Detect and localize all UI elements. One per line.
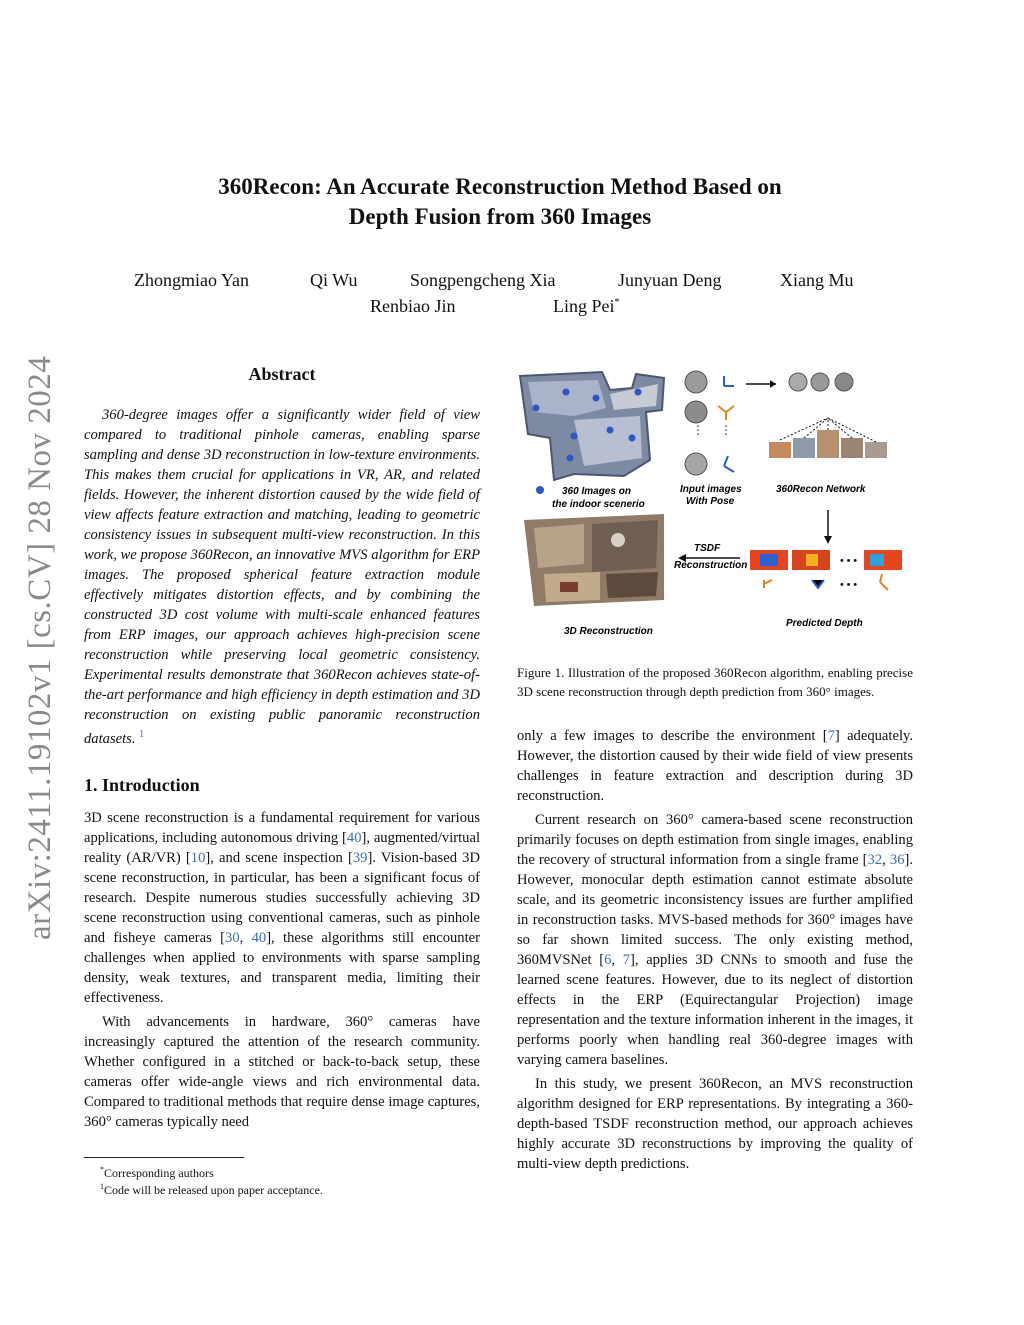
- author-name: Xiang Mu: [780, 270, 854, 290]
- label-network: 360Recon Network: [776, 484, 866, 495]
- footnote-corresponding: *Corresponding authors: [100, 1165, 214, 1180]
- citation-link[interactable]: 7: [622, 952, 631, 968]
- citation-link[interactable]: 6: [604, 952, 612, 968]
- title-line-1: 360Recon: An Accurate Reconstruction Method Based on: [218, 174, 782, 199]
- svg-text:⋮: ⋮: [692, 423, 704, 437]
- label-with-pose: With Pose: [686, 496, 735, 507]
- abstract-heading: Abstract: [248, 364, 316, 384]
- author-name: Ling Pei*: [553, 296, 620, 316]
- svg-text:⋮: ⋮: [720, 423, 732, 437]
- label-input-images: Input images: [680, 484, 742, 495]
- introduction-text: [84, 808, 480, 1132]
- author-name: Songpengcheng Xia: [410, 270, 556, 290]
- figure-illustration: [514, 368, 916, 648]
- depth-maps: [750, 550, 902, 590]
- label-3d-reconstruction: 3D Reconstruction: [564, 626, 653, 637]
- citation-link[interactable]: 10: [190, 850, 206, 866]
- ellipsis-icon: • • •: [840, 555, 858, 567]
- input-spheres: [685, 371, 734, 475]
- author-name: Junyuan Deng: [618, 270, 722, 290]
- body-paragraph: only a few images to describe the environment [7] adequately. However, the distortion caused by their wide field of view presents challenges in feature extraction and description during 3D reconstruction.: [517, 728, 913, 804]
- label-360-images: 360 Images on: [562, 486, 631, 497]
- citation-link[interactable]: 32: [867, 852, 883, 868]
- label-tsdf: TSDF: [694, 543, 721, 554]
- label-reconstruction: Reconstruction: [674, 560, 748, 571]
- citation-link[interactable]: 40: [251, 930, 267, 946]
- citation-link[interactable]: 40: [346, 830, 362, 846]
- figure-1: [514, 368, 916, 648]
- corresponding-mark: *: [614, 297, 620, 308]
- citation-link[interactable]: 36: [889, 852, 905, 868]
- floor-plan-image: [520, 372, 664, 494]
- footnote-link[interactable]: 1: [139, 729, 145, 740]
- paper-title: [120, 172, 880, 232]
- figure-caption: Figure 1. Illustration of the proposed 360Recon algorithm, enabling precise 3D scene reconstruction through depth prediction from 360° images.: [517, 665, 913, 699]
- title-line-2: Depth Fusion from 360 Images: [348, 204, 652, 229]
- reconstruction-render: [524, 514, 664, 606]
- arxiv-identifier: arXiv:2411.19102v1 [cs.CV] 28 Nov 2024: [22, 355, 58, 940]
- citation-link[interactable]: 30: [224, 930, 240, 946]
- author-name: Renbiao Jin: [370, 296, 456, 316]
- abstract-text: 360-degree images offer a significantly wider field of view compared to traditional pinhole cameras, enabling sparse sampling and dense 3D reconstruction in low-texture environments. This makes them crucial for applications in VR, AR, and related fields. However, the inherent distortion caused by the wide field of view affects feature extraction and matching, leading to geometric consistency issues in subsequent multi-view reconstruction. In this work, we propose 360Recon, an innovative MVS algorithm for ERP images. The proposed spherical feature extraction module effectively mitigates distortion effects, and by combining the constructed 3D cost volume with multi-scale enhanced features from ERP images, our approach achieves high-precision scene reconstruction while preserving local geometric consistency. Experimental results demonstrate that 360Recon achieves state-of-the-art performance and high efficiency in depth estimation and 3D reconstruction on existing public panoramic reconstruction datasets. $^1$: [84, 407, 480, 747]
- network-diagram: [746, 373, 887, 458]
- citation-link[interactable]: 39: [352, 850, 368, 866]
- right-column-text: [517, 726, 913, 1174]
- citation-link[interactable]: 7: [827, 728, 835, 744]
- body-paragraph: In this study, we present 360Recon, an MVS reconstruction algorithm designed for ERP representations. By integrating a 360-depth-based TSDF reconstruction method, our approach achieves highly accurate 3D reconstructions by improving the quality of multi-view depth predictions.: [517, 1076, 913, 1172]
- author-name: Qi Wu: [310, 270, 358, 290]
- footnote-divider: [84, 1157, 244, 1158]
- label-indoor-scenario: the indoor scenerio: [552, 499, 645, 510]
- footnote-code: $^1$Code will be released upon paper acceptance.: [100, 1182, 323, 1197]
- intro-paragraph: With advancements in hardware, 360° cameras have increasingly captured the attention of the research community. Whether configured in a stitched or back-to-back setup, these cameras offer wide-angle views and rich environmental data. Compared to traditional methods that require dense image captures, 360° cameras typically need: [84, 1014, 480, 1130]
- body-paragraph: Current research on 360° camera-based scene reconstruction primarily focuses on depth estimation from single images, enabling the recovery of structural information from a single frame [32, 36]. However, monocular depth estimation cannot estimate absolute scale, and its geometric inconsistency issues are further amplified in reconstruction tasks. MVS-based methods for 360° images have so far shown limited success. The only existing method, 360MVSNet [6, 7], applies 3D CNNs to smooth and fuse the learned scene features. However, due to its neglect of distortion effects in the ERP (Equirectangular Projection) image representation and the texture information inherent in the images, it performs poorly when handling real 360-degree images with varying camera baselines.: [517, 812, 914, 1068]
- ellipsis-icon: • • •: [840, 579, 858, 591]
- intro-paragraph: 3D scene reconstruction is a fundamental requirement for various applications, including autonomous driving [40], augmented/virtual reality (AR/VR) [10], and scene inspection [39]. Vision-based 3D scene reconstruction, in particular, has been a significant focus of research. Despite numerous studies successfully achieving 3D scene reconstruction using conventional cameras, such as pinhole and fisheye cameras [30, 40], these algorithms still encounter challenges when applied to environments with sparse sampling density, weak textures, and transparent media, limiting their effectiveness.: [84, 810, 480, 1006]
- label-predicted-depth: Predicted Depth: [786, 618, 863, 629]
- introduction-heading: 1. Introduction: [84, 775, 200, 795]
- author-name: Zhongmiao Yan: [134, 270, 250, 290]
